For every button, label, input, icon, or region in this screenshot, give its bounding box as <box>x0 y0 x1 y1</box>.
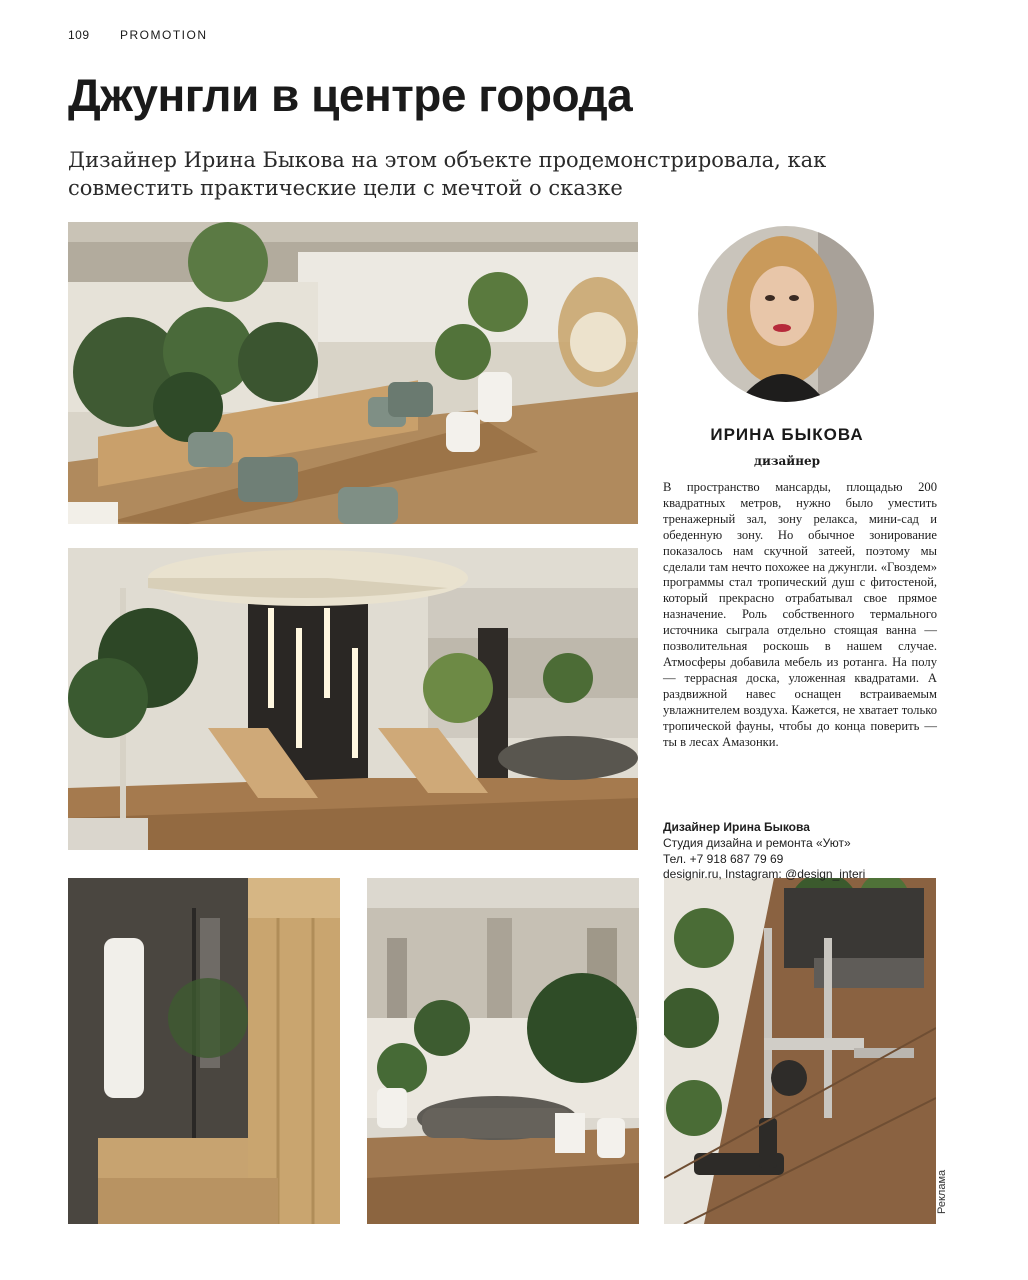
section-label: PROMOTION <box>120 28 208 42</box>
terrace-garden-photo <box>68 222 638 524</box>
credits-designer: Дизайнер Ирина Быкова <box>663 820 810 834</box>
credits-phone: Тел. +7 918 687 79 69 <box>663 851 784 866</box>
advertisement-label: Реклама <box>936 1169 948 1214</box>
designer-portrait <box>698 226 874 402</box>
tropical-shower-photo <box>68 878 340 1224</box>
credits-studio: Студия дизайна и ремонта «Уют» <box>663 835 851 850</box>
article-subtitle: Дизайнер Ирина Быкова на этом объекте продемонстрировала, как совместить практические цели с мечтой о сказке <box>68 148 827 200</box>
article-title: Джунгли в центре города <box>68 69 633 121</box>
designer-quote: В пространство мансарды, площадью 200 квадратных метров, нужно было уместить тренажерный зал, зону релакса, мини-сад и обеденную зону. Но обычное зонирование показалось нам скучной затеей, поэтому мы сделали там нечто похожее на джунгли. «Гвоздем» программы стал тропический душ с фитостеной, который прекрасно отрабатывал свое прямое назначение. Роль собственного термального источника сыграла отдельно стоящая ванна — позволительная роскошь в нашем случае. Атмосферы добавила мебель из ротанга. На полу — террасная доска, уложенная квадратами. А раздвижной навес оснащен встраиваемым увлажнителем воздуха. Кажется, не хватает только тропической фауны, чтобы до конца поверить — ты в лесах Амазонки. <box>663 480 937 749</box>
page-number: 109 <box>68 28 90 42</box>
credits-block <box>663 820 937 883</box>
designer-name: ИРИНА БЫКОВА <box>710 425 864 444</box>
freestanding-bathtub-photo <box>367 878 639 1224</box>
designer-role: дизайнер <box>753 454 821 468</box>
home-gym-photo <box>664 878 936 1224</box>
loungers-terrace-photo <box>68 548 638 850</box>
credits-web: designir.ru, Instagram: @design_interi <box>663 867 866 882</box>
